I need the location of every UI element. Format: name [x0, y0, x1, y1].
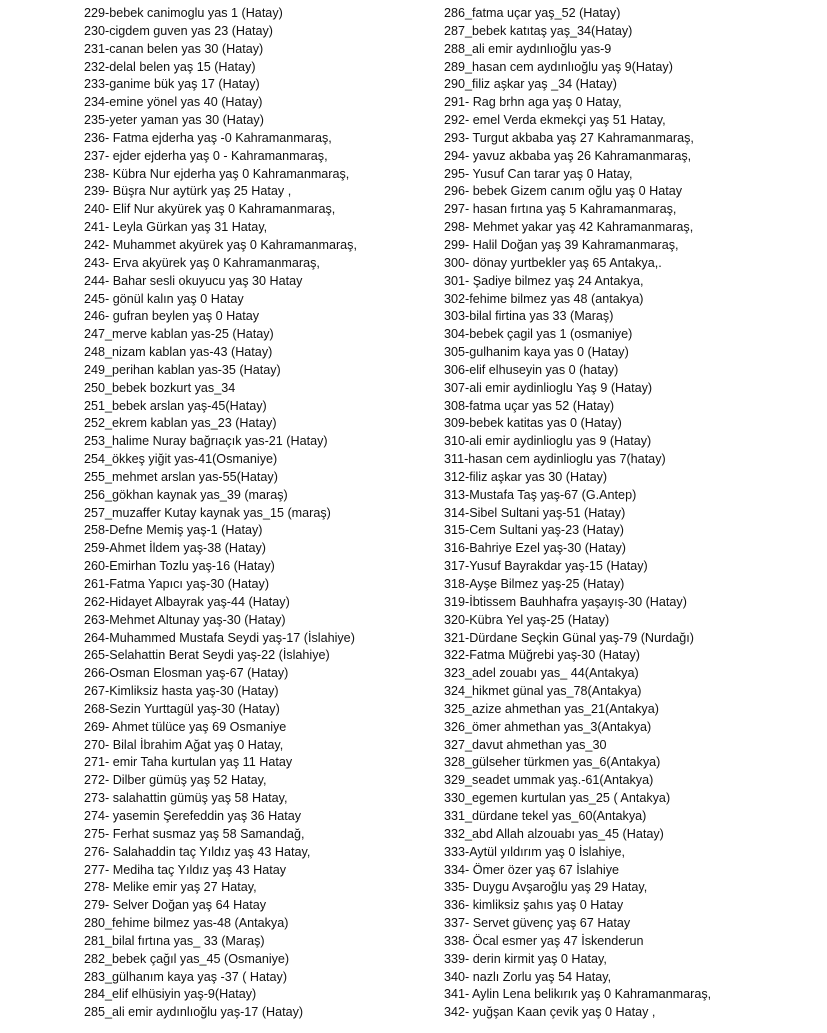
- list-item: 241- Leyla Gürkan yaş 31 Hatay,: [84, 220, 268, 235]
- list-item: 264-Muhammed Mustafa Seydi yaş-17 (İslahiye): [84, 630, 355, 645]
- list-item: 290_filiz aşkar yaş _34 (Hatay): [444, 77, 617, 92]
- list-item: 321-Dürdane Seçkin Günal yaş-79 (Nurdağı): [444, 630, 694, 645]
- list-item: 260-Emirhan Tozlu yaş-16 (Hatay): [84, 559, 275, 574]
- list-item: 245- gönül kalın yaş 0 Hatay: [84, 291, 244, 306]
- list-item: 281_bilal fırtına yas_ 33 (Maraş): [84, 933, 265, 948]
- list-item: 248_nizam kablan yas-43 (Hatay): [84, 345, 273, 360]
- list-item: 267-Kimliksiz hasta yaş-30 (Hatay): [84, 684, 279, 699]
- list-item: 252_ekrem kablan yas_23 (Hatay): [84, 416, 277, 431]
- list-item: 336- kimliksiz şahıs yaş 0 Hatay: [444, 898, 624, 913]
- list-item: 314-Sibel Sultani yaş-51 (Hatay): [444, 505, 626, 520]
- list-item: 294- yavuz akbaba yaş 26 Kahramanmaraş,: [444, 148, 692, 163]
- list-item: 270- Bilal İbrahim Ağat yaş 0 Hatay,: [84, 737, 284, 752]
- list-item: 323_adel zouabı yas_ 44(Antakya): [444, 666, 639, 681]
- list-item: 319-İbtissem Bauhhafra yaşayış-30 (Hatay): [444, 594, 687, 609]
- list-item: 291- Rag brhn aga yaş 0 Hatay,: [444, 95, 622, 110]
- list-item: 233-ganime bük yaş 17 (Hatay): [84, 77, 260, 92]
- list-item: 340- nazlı Zorlu yaş 54 Hatay,: [444, 969, 612, 984]
- list-item: 324_hikmet günal yas_78(Antakya): [444, 684, 642, 699]
- list-item: 238- Kübra Nur ejderha yaş 0 Kahramanmaraş,: [84, 166, 350, 181]
- list-item: 296- bebek Gizem canım oğlu yaş 0 Hatay: [444, 184, 683, 199]
- list-item: 284_elif elhüsiyin yaş-9(Hatay): [84, 987, 257, 1002]
- list-item: 279- Selver Doğan yaş 64 Hatay: [84, 898, 267, 913]
- list-item: 272- Dilber gümüş yaş 52 Hatay,: [84, 773, 267, 788]
- list-item: 342- yuğşan Kaan çevik yaş 0 Hatay ,: [444, 1005, 656, 1020]
- list-item: 283_gülhanım kaya yaş -37 ( Hatay): [84, 969, 288, 984]
- list-item: 289_hasan cem aydınlıoğlu yaş 9(Hatay): [444, 59, 673, 74]
- list-item: 317-Yusuf Bayrakdar yaş-15 (Hatay): [444, 559, 648, 574]
- list-item: 325_azize ahmethan yas_21(Antakya): [444, 701, 659, 716]
- list-item: 298- Mehmet yakar yaş 42 Kahramanmaraş,: [444, 220, 694, 235]
- list-item: 280_fehime bilmez yas-48 (Antakya): [84, 916, 289, 931]
- list-item: 255_mehmet arslan yas-55(Hatay): [84, 469, 278, 484]
- list-item: 302-fehime bilmez yas 48 (antakya): [444, 291, 644, 306]
- list-item: 262-Hidayet Albayrak yaş-44 (Hatay): [84, 594, 290, 609]
- list-item: 311-hasan cem aydinlioglu yas 7(hatay): [444, 452, 666, 467]
- list-item: 330_egemen kurtulan yas_25 ( Antakya): [444, 791, 671, 806]
- list-item: 256_gökhan kaynak yas_39 (maraş): [84, 487, 288, 502]
- list-item: 288_ali emir aydınlıoğlu yas-9: [444, 41, 612, 56]
- list-item: 322-Fatma Müğrebi yaş-30 (Hatay): [444, 648, 640, 663]
- list-item: 333-Aytül yıldırım yaş 0 İslahiye,: [444, 844, 626, 859]
- list-item: 305-gulhanim kaya yas 0 (Hatay): [444, 345, 629, 360]
- list-item: 276- Salahaddin taç Yıldız yaş 43 Hatay,: [84, 844, 311, 859]
- list-item: 327_davut ahmethan yas_30: [444, 737, 607, 752]
- list-item: 307-ali emir aydinlioglu Yaş 9 (Hatay): [444, 380, 653, 395]
- list-item: 250_bebek bozkurt yas_34: [84, 380, 236, 395]
- list-item: 282_bebek çağıl yas_45 (Osmaniye): [84, 951, 290, 966]
- list-item: 341- Aylin Lena belikırık yaş 0 Kahramanmaraş,: [444, 987, 712, 1002]
- list-item: 277- Mediha taç Yıldız yaş 43 Hatay: [84, 862, 287, 877]
- list-item: 315-Cem Sultani yaş-23 (Hatay): [444, 523, 624, 538]
- list-item: 258-Defne Memiş yaş-1 (Hatay): [84, 523, 263, 538]
- list-item: 235-yeter yaman yas 30 (Hatay): [84, 113, 264, 128]
- list-item: 239- Büşra Nur aytürk yaş 25 Hatay ,: [84, 184, 292, 199]
- list-item: 232-delal belen yaş 15 (Hatay): [84, 59, 256, 74]
- list-item: 309-bebek katitas yas 0 (Hatay): [444, 416, 622, 431]
- list-item: 273- salahattin gümüş yaş 58 Hatay,: [84, 791, 288, 806]
- list-item: 303-bilal firtina yas 33 (Maraş): [444, 309, 614, 324]
- list-item: 308-fatma uçar yas 52 (Hatay): [444, 398, 615, 413]
- left-column-list: [84, 5, 424, 1022]
- list-item: 237- ejder ejderha yaş 0 - Kahramanmaraş,: [84, 148, 328, 163]
- list-item: 269- Ahmet tülüce yaş 69 Osmaniye: [84, 719, 287, 734]
- list-item: 337- Servet güvenç yaş 67 Hatay: [444, 916, 631, 931]
- list-item: 297- hasan fırtına yaş 5 Kahramanmaraş,: [444, 202, 677, 217]
- list-item: 246- gufran beylen yaş 0 Hatay: [84, 309, 260, 324]
- list-item: 338- Öcal esmer yaş 47 İskenderun: [444, 933, 644, 948]
- list-item: 261-Fatma Yapıcı yaş-30 (Hatay): [84, 577, 270, 591]
- list-item: 236- Fatma ejderha yaş -0 Kahramanmaraş,: [84, 130, 332, 145]
- list-item: 299- Halil Doğan yaş 39 Kahramanmaraş,: [444, 237, 679, 252]
- list-item: 249_perihan kablan yas-35 (Hatay): [84, 362, 281, 377]
- list-item: 320-Kübra Yel yaş-25 (Hatay): [444, 612, 610, 627]
- list-item: 328_gülseher türkmen yas_6(Antakya): [444, 755, 661, 770]
- list-item: 332_abd Allah alzouabı yas_45 (Hatay): [444, 826, 664, 841]
- list-item: 304-bebek çagil yas 1 (osmaniye): [444, 327, 633, 342]
- list-item: 339- derin kirmit yaş 0 Hatay,: [444, 951, 607, 966]
- list-item: 253_halime Nuray bağrıaçık yas-21 (Hatay): [84, 434, 328, 449]
- list-item: 334- Ömer özer yaş 67 İslahiye: [444, 862, 619, 877]
- list-item: 247_merve kablan yas-25 (Hatay): [84, 327, 274, 342]
- list-item: 271- emir Taha kurtulan yaş 11 Hatay: [84, 755, 293, 770]
- list-item: 240- Elif Nur akyürek yaş 0 Kahramanmaraş,: [84, 202, 336, 217]
- list-item: 300- dönay yurtbekler yaş 65 Antakya,.: [444, 255, 662, 270]
- right-column-list: [444, 5, 824, 1022]
- list-item: 242- Muhammet akyürek yaş 0 Kahramanmaraş,: [84, 237, 357, 252]
- list-item: 243- Erva akyürek yaş 0 Kahramanmaraş,: [84, 255, 320, 270]
- list-item: 229-bebek canimoglu yas 1 (Hatay): [84, 6, 283, 20]
- list-item: 295- Yusuf Can tarar yaş 0 Hatay,: [444, 166, 633, 181]
- list-item: 257_muzaffer Kutay kaynak yas_15 (maraş): [84, 505, 331, 520]
- list-item: 312-filiz aşkar yas 30 (Hatay): [444, 469, 608, 484]
- list-item: 331_dürdane tekel yas_60(Antakya): [444, 808, 647, 823]
- list-item: 326_ömer ahmethan yas_3(Antakya): [444, 719, 652, 734]
- list-item: 234-emine yönel yas 40 (Hatay): [84, 95, 263, 110]
- list-item: 285_ali emir aydınlıoğlu yaş-17 (Hatay): [84, 1005, 304, 1020]
- list-item: 259-Ahmet İldem yaş-38 (Hatay): [84, 541, 266, 556]
- list-item: 287_bebek katıtaş yaş_34(Hatay): [444, 23, 633, 38]
- list-item: 310-ali emir aydinlioglu yas 9 (Hatay): [444, 434, 652, 449]
- list-item: 292- emel Verda ekmekçi yaş 51 Hatay,: [444, 113, 666, 128]
- list-item: 231-canan belen yas 30 (Hatay): [84, 41, 264, 56]
- list-item: 265-Selahattin Berat Seydi yaş-22 (İslahiye): [84, 648, 330, 663]
- list-item: 244- Bahar sesli okuyucu yaş 30 Hatay: [84, 273, 303, 288]
- list-item: 274- yasemin Şerefeddin yaş 36 Hatay: [84, 808, 302, 823]
- list-item: 329_seadet ummak yaş.-61(Antakya): [444, 773, 654, 788]
- list-item: 313-Mustafa Taş yaş-67 (G.Antep): [444, 487, 637, 502]
- list-item: 251_bebek arslan yaş-45(Hatay): [84, 398, 267, 413]
- list-item: 301- Şadiye bilmez yaş 24 Antakya,: [444, 273, 644, 288]
- list-item: 266-Osman Elosman yaş-67 (Hatay): [84, 666, 289, 681]
- list-item: 316-Bahriye Ezel yaş-30 (Hatay): [444, 541, 626, 556]
- list-item: 286_fatma uçar yaş_52 (Hatay): [444, 6, 621, 20]
- list-item: 275- Ferhat susmaz yaş 58 Samandağ,: [84, 826, 305, 841]
- list-item: 318-Ayşe Bilmez yaş-25 (Hatay): [444, 577, 625, 591]
- list-item: 306-elif elhuseyin yas 0 (hatay): [444, 362, 619, 377]
- list-item: 230-cigdem guven yas 23 (Hatay): [84, 23, 274, 38]
- list-item: 293- Turgut akbaba yaş 27 Kahramanmaraş,: [444, 130, 694, 145]
- list-item: 263-Mehmet Altunay yaş-30 (Hatay): [84, 612, 286, 627]
- list-item: 254_ökkeş yiğit yas-41(Osmaniye): [84, 452, 278, 467]
- list-item: 335- Duygu Avşaroğlu yaş 29 Hatay,: [444, 880, 648, 895]
- list-item: 278- Melike emir yaş 27 Hatay,: [84, 880, 257, 895]
- list-item: 268-Sezin Yurttagül yaş-30 (Hatay): [84, 701, 280, 716]
